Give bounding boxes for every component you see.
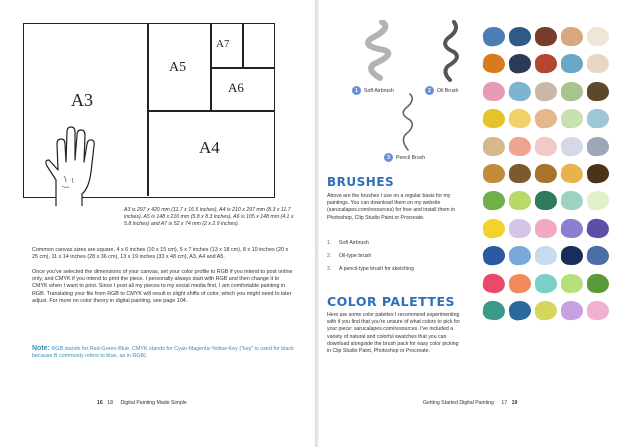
color-swatch bbox=[587, 109, 610, 129]
color-swatch bbox=[561, 246, 584, 266]
brush-label-2 bbox=[425, 86, 458, 95]
color-swatch bbox=[534, 300, 558, 321]
color-swatch bbox=[508, 53, 532, 75]
color-swatch bbox=[535, 191, 558, 211]
canvas-sizes-paragraph: Common canvas sizes are square, 4 x 6 inches (10 x 15 cm), 5 x 7 inches (13 x 18 cm), 8 x 10 inches (20 x 25 cm), 11 x 14 inches (28 x 36 cm), 13 x 19 inches (33 x 48 cm), A3, A4 and A5. bbox=[32, 247, 289, 261]
brush-name-2: Oil Brush bbox=[437, 87, 459, 94]
list-number: 2. bbox=[327, 252, 332, 259]
color-swatch bbox=[482, 53, 506, 75]
a5-label: A5 bbox=[169, 60, 187, 75]
color-swatch bbox=[535, 273, 558, 293]
color-swatch bbox=[482, 300, 506, 321]
color-swatch bbox=[561, 274, 583, 293]
color-swatch bbox=[534, 163, 558, 184]
color-swatch bbox=[508, 26, 532, 47]
soft-airbrush-stroke bbox=[362, 20, 398, 82]
left-page-number: 16 bbox=[97, 400, 103, 406]
color-palettes-heading: COLOR PALETTES bbox=[327, 294, 455, 309]
color-swatch bbox=[560, 190, 584, 211]
color-swatch bbox=[586, 163, 610, 184]
color-swatch bbox=[561, 81, 584, 101]
color-profile-paragraph: Once you've selected the dimensions of your canvas, set your color profile to RGB if you intend to post online only, and CMYK if you intend to print the piece. I personally always start with RGB and then change it to CMYK when I want to print. Since I post all my pieces to my social media first, I am comfortable painting in RGB. Translating your file from RGB to CMYK will result in slight shifts of color, which you might need to later adjust. For more on color theory in digital painting, see page 104. bbox=[32, 269, 293, 304]
color-swatch bbox=[482, 81, 506, 102]
paper-size-caption: A3 is 297 x 420 mm (11.7 x 16.5 inches), A4 is 210 x 297 mm (8.3 x 11.7 inches), A5 is 148 x 210 mm (5.8 x 8.3 inches), A6 is 105 x 148 mm (4.1 x 5.8 inches) and A7 is 52 x 74 mm (2 x 2.9 inches). bbox=[124, 207, 294, 227]
color-swatch bbox=[483, 109, 506, 129]
color-swatch bbox=[508, 136, 531, 156]
right-page-number-2: 19 bbox=[511, 400, 518, 406]
color-swatch bbox=[535, 27, 558, 47]
color-swatch bbox=[483, 191, 506, 211]
brush-number-1: 1 bbox=[352, 86, 361, 95]
color-swatch bbox=[482, 26, 506, 48]
color-swatch bbox=[534, 81, 558, 102]
color-swatch bbox=[508, 272, 532, 293]
color-swatch bbox=[561, 54, 583, 73]
brush-list bbox=[327, 236, 462, 275]
color-swatch bbox=[560, 163, 584, 185]
a6-label: A6 bbox=[228, 80, 244, 95]
color-swatch-grid bbox=[481, 24, 611, 325]
list-item bbox=[327, 236, 462, 249]
list-number: 3. bbox=[327, 265, 332, 272]
color-swatch bbox=[586, 217, 610, 239]
brush-number-2: 2 bbox=[425, 86, 434, 95]
color-swatch bbox=[586, 26, 609, 46]
color-swatch bbox=[534, 54, 557, 74]
brush-name-1: Soft Airbrush bbox=[364, 87, 394, 94]
color-swatch bbox=[560, 218, 583, 238]
color-swatch bbox=[508, 299, 532, 321]
color-swatch bbox=[534, 108, 558, 130]
brushes-heading: BRUSHES bbox=[327, 175, 395, 189]
color-swatch bbox=[587, 273, 610, 293]
note-text: RGB stands for Red-Green-Blue. CMYK stands for Cyan-Magenta-Yellow-Key ("key" is used for black because B commonly refers to blue, as in RGB). bbox=[32, 346, 294, 360]
color-swatch bbox=[508, 245, 531, 265]
hand-illustration bbox=[42, 126, 100, 206]
color-swatch bbox=[482, 218, 506, 239]
brush-name-3: Pencil Brush bbox=[396, 154, 426, 161]
pencil-brush-stroke bbox=[396, 92, 420, 154]
color-swatch bbox=[509, 191, 531, 210]
color-swatch bbox=[535, 246, 557, 265]
color-swatch bbox=[482, 245, 506, 267]
color-palettes-paragraph: Here are some color palettes I recommend experimenting with if you find that you're unsure of what colors to pick for your piece: sarucalapes.com/resources. I've included a variety of natural and colorful swatches that you can download alongside the brush pack for easy color picking in Clip Studio Paint, Photoshop or Procreate. bbox=[327, 312, 461, 355]
color-swatch bbox=[586, 245, 610, 266]
left-footer-title: Digital Painting Made Simple bbox=[120, 400, 187, 406]
brushes-paragraph: Above are the brushes I use on a regular basis for my paintings. You can download them on my website (sarucalapes.com/resources) for free and install them in Photoshop, Clip Studio Paint or Procreate. bbox=[327, 193, 456, 221]
a7-label: A7 bbox=[216, 38, 230, 50]
color-swatch bbox=[482, 272, 506, 294]
list-item bbox=[327, 262, 462, 275]
note-label: Note: bbox=[32, 345, 50, 352]
color-swatch bbox=[508, 80, 532, 102]
color-swatch bbox=[534, 135, 558, 157]
color-swatch bbox=[587, 54, 610, 74]
a3-label: A3 bbox=[71, 90, 93, 110]
color-swatch bbox=[508, 108, 532, 129]
color-swatch bbox=[560, 108, 584, 129]
list-text: A pencil-type brush for sketching bbox=[339, 265, 414, 272]
color-swatch bbox=[483, 164, 505, 183]
left-footer bbox=[97, 400, 187, 406]
color-swatch bbox=[509, 218, 532, 238]
color-swatch bbox=[586, 190, 610, 212]
color-swatch bbox=[587, 301, 609, 320]
list-item bbox=[327, 249, 462, 262]
left-page-number-2: 18 bbox=[107, 400, 114, 406]
color-swatch bbox=[560, 135, 584, 157]
right-page-number: 17 bbox=[501, 400, 508, 406]
brush-label-1 bbox=[352, 86, 394, 95]
right-footer bbox=[423, 400, 517, 406]
color-swatch bbox=[509, 164, 532, 184]
color-swatch bbox=[561, 301, 584, 321]
brush-label-3 bbox=[384, 153, 425, 162]
oil-brush-stroke bbox=[436, 20, 466, 84]
color-swatch bbox=[561, 27, 583, 46]
brush-number-3: 3 bbox=[384, 153, 393, 162]
list-number: 1. bbox=[327, 239, 332, 246]
color-swatch bbox=[586, 136, 609, 156]
a4-label: A4 bbox=[199, 138, 220, 157]
list-text: Oil-type brush bbox=[339, 252, 372, 259]
right-footer-title: Getting Started Digital Painting bbox=[423, 400, 494, 406]
color-swatch bbox=[483, 136, 505, 155]
color-swatch bbox=[535, 219, 557, 238]
list-text: Soft Airbrush bbox=[339, 239, 369, 246]
color-swatch bbox=[587, 82, 609, 101]
note-box bbox=[32, 345, 295, 360]
